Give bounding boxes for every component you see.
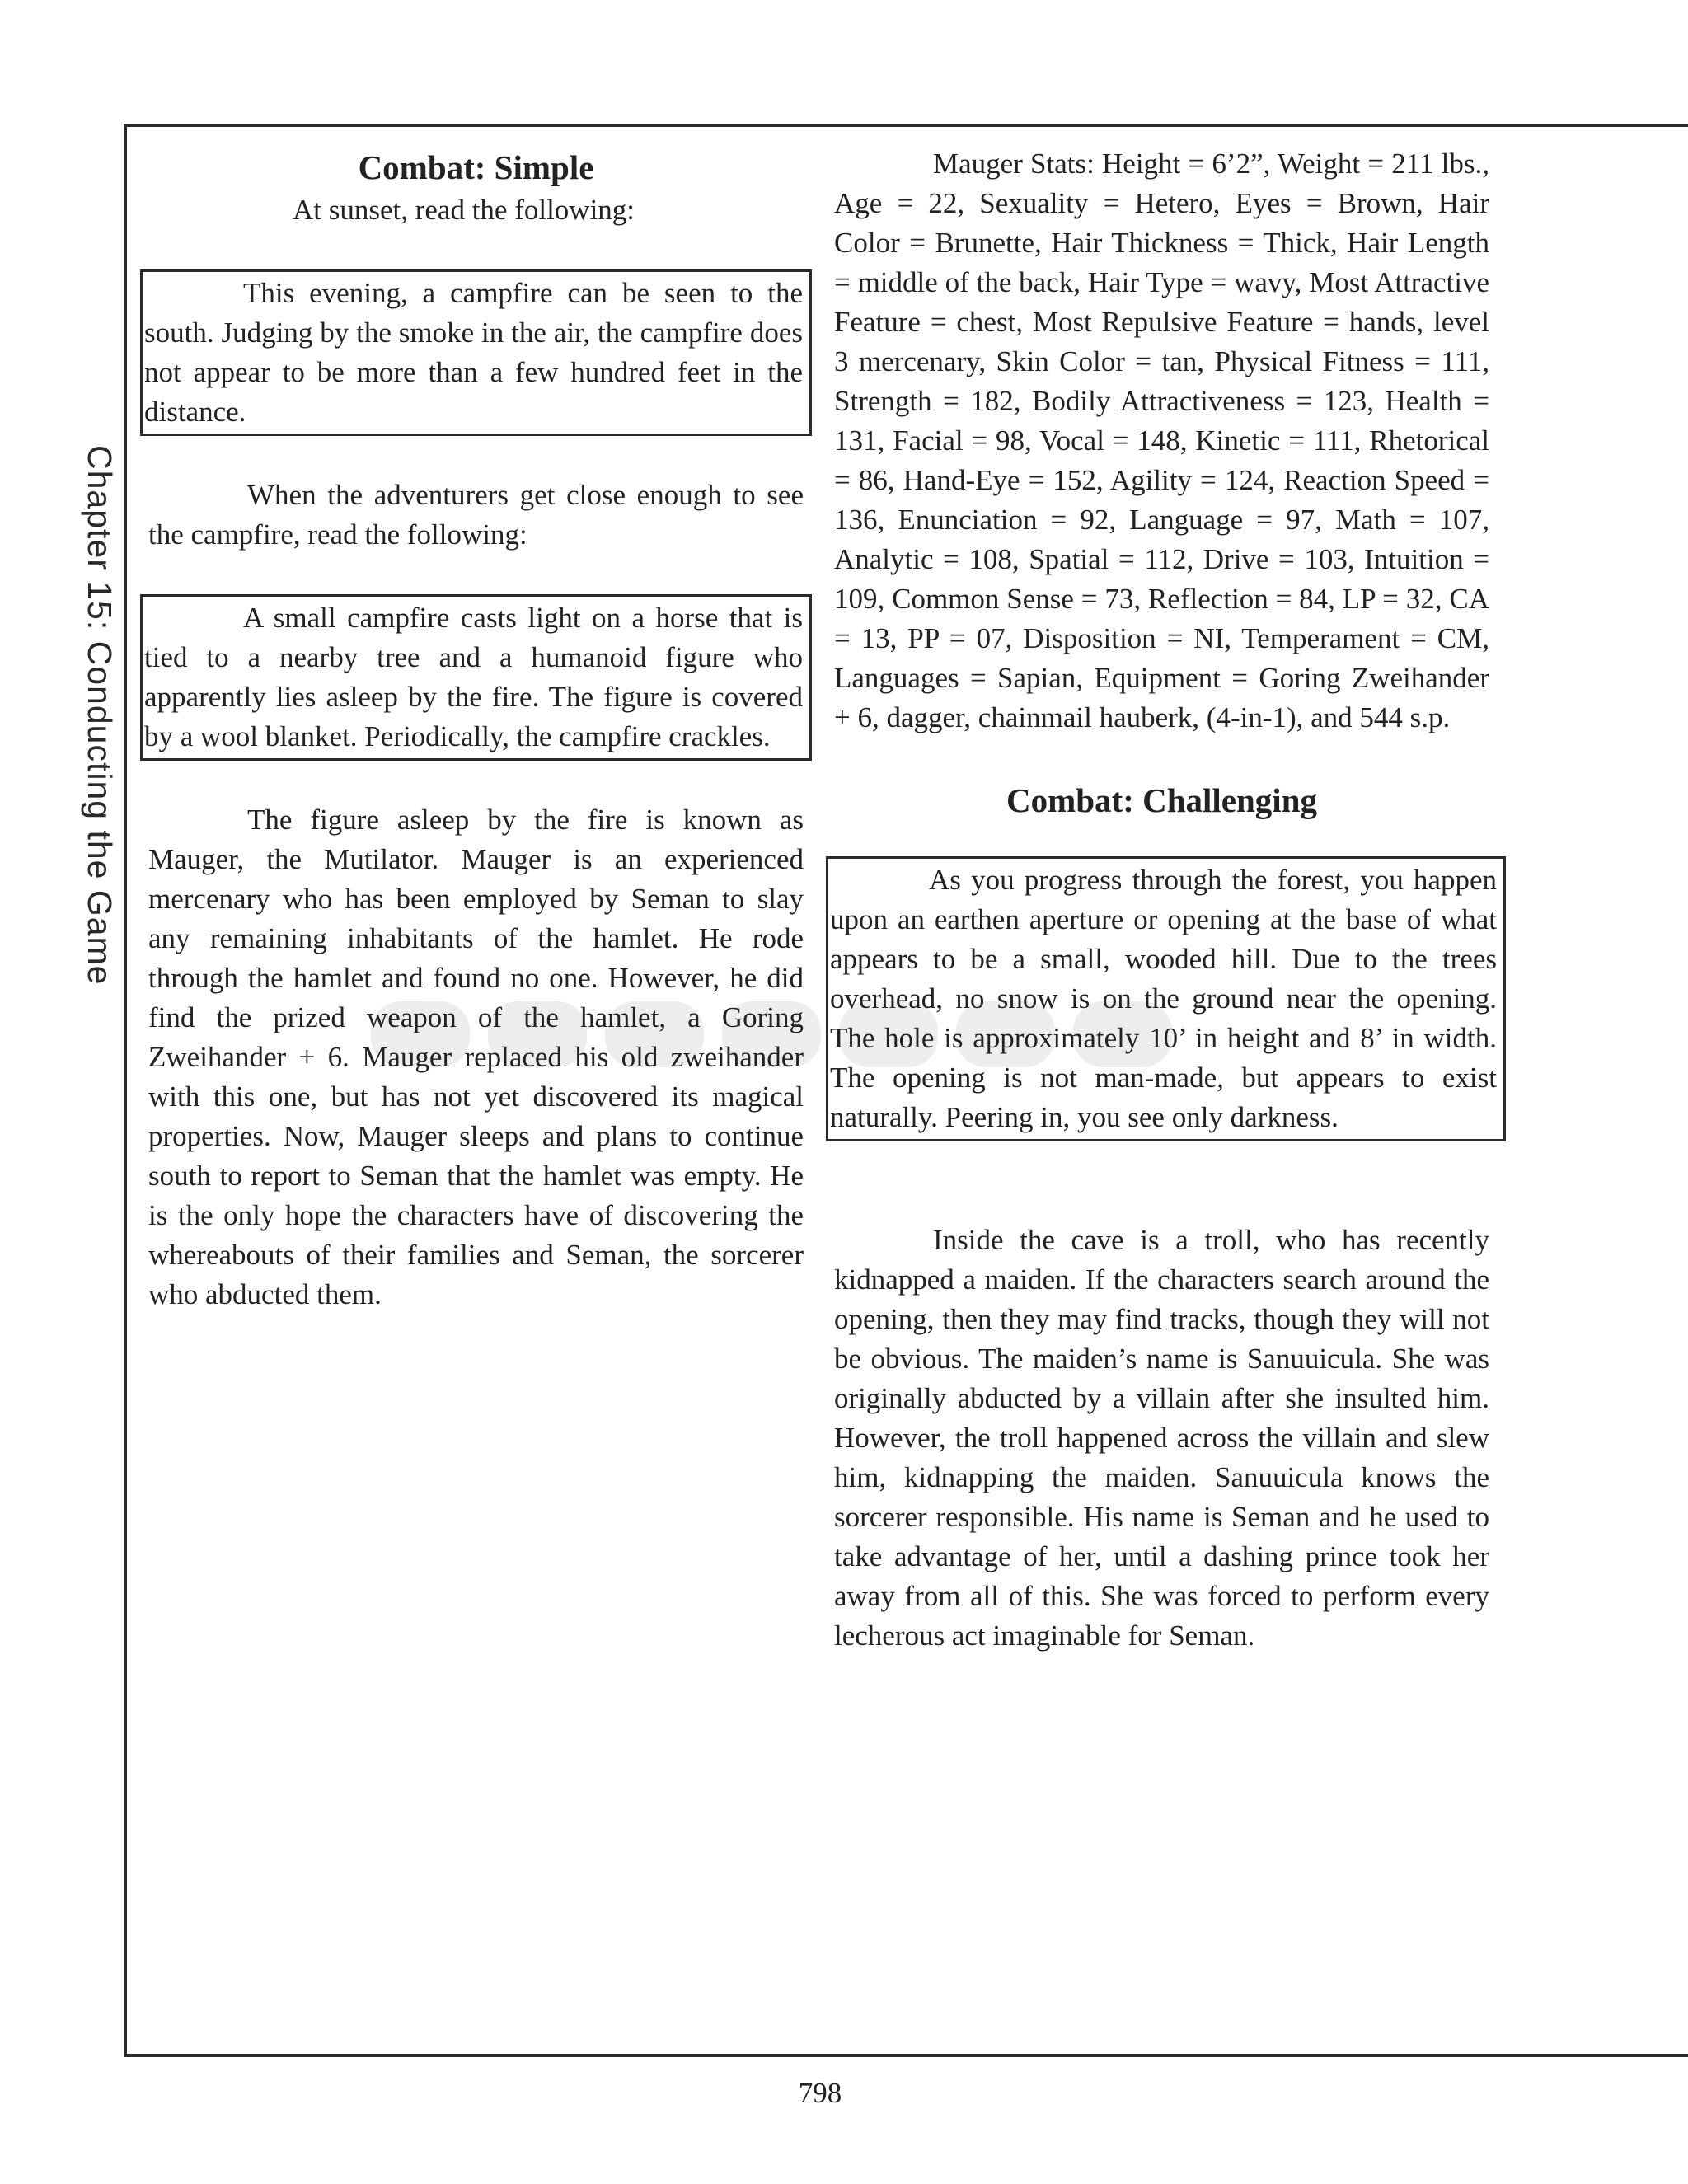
read-aloud-box-2 [140, 594, 812, 761]
paragraph-troll: Inside the cave is a troll, who has recently kidnapped a maiden. If the characters search around the opening, then they may find tracks, though they will not be obvious. The maiden’s name is Sanuuicula. She was originally abducted by a villain after she insulted him. However, the troll happened across the villain and slew him, kidnapping the maiden. Sanuuicula knows the sorcerer responsible. His name is Seman and he used to take advantage of her, until a dashing prince took her away from all of this. She was forced to perform every lecherous act imaginable for Seman. [834, 1224, 1489, 1652]
intro-text: At sunset, read the following: [292, 194, 635, 226]
read-aloud-text-1: This evening, a campfire can be seen to the south. Judging by the smoke in the air, the campfire does not appear to be more than a few hundred feet in the distance. [144, 277, 803, 428]
paragraph-mauger: The figure asleep by the fire is known as Mauger, the Mutilator. Mauger is an experienced mercenary who has been employed by Seman to slay any remaining inhabitants of the hamlet. He rode through the hamlet and found no one. However, he did find the prized weapon of the hamlet, a Goring Zweihander + 6. Mauger replaced his old zweihander with this one, but has not yet discovered its magical properties. Now, Mauger sleeps and plans to continue south to report to Seman that the hamlet was empty. He is the only hope the characters have of discovering the whereabouts of their families and Seman, the sorcerer who abducted them. [148, 804, 804, 1310]
section-heading-challenging: Combat: Challenging [1006, 781, 1317, 819]
page-number: 798 [798, 2077, 842, 2109]
section-heading-simple: Combat: Simple [358, 148, 594, 186]
read-aloud-text-2: A small campfire casts light on a horse that is tied to a nearby tree and a humanoid figure who apparently lies asleep by the fire. The figure is covered by a wool blanket. Periodically, the campfire crackles. [144, 602, 803, 752]
paragraph-approach: When the adventurers get close enough to see the campfire, read the following: [148, 479, 804, 551]
read-aloud-text-3: As you progress through the forest, you happen upon an earthen aperture or opening at the base of what appears to be a small, wooded hill. Due to the trees overhead, no snow is on the ground near the opening. The hole is approximately 10’ in height and 8’ in width. The opening is not man-made, but appears to exist naturally. Peering in, you see only darkness. [830, 864, 1497, 1133]
read-aloud-box-3 [826, 856, 1506, 1141]
mauger-stats: Mauger Stats: Height = 6’2”, Weight = 211 lbs., Age = 22, Sexuality = Hetero, Eyes = Brown, Hair Color = Brunette, Hair Thickness = Thick, Hair Length = middle of the back, Hair Type = wavy, Most Attractive Feature = chest, Most Repulsive Feature = hands, level 3 mercenary, Skin Color = tan, Physical Fitness = 111, Strength = 182, Bodily Attractiveness = 123, Health = 131, Facial = 98, Vocal = 148, Kinetic = 111, Rhetorical = 86, Hand-Eye = 152, Agility = 124, Reaction Speed = 136, Enunciation = 92, Language = 97, Math = 107, Analytic = 108, Spatial = 112, Drive = 103, Intuition = 109, Common Sense = 73, Reflection = 84, LP = 32, CA = 13, PP = 07, Disposition = NI, Temperament = CM, Languages = Sapian, Equipment = Goring Zweihander + 6, dagger, chainmail hauberk, (4-in-1), and 544 s.p. [834, 148, 1489, 733]
right-column [830, 144, 1497, 1656]
left-column [144, 144, 804, 1315]
chapter-title: Chapter 15: Conducting the Game [81, 445, 119, 986]
read-aloud-box-1 [140, 269, 812, 436]
